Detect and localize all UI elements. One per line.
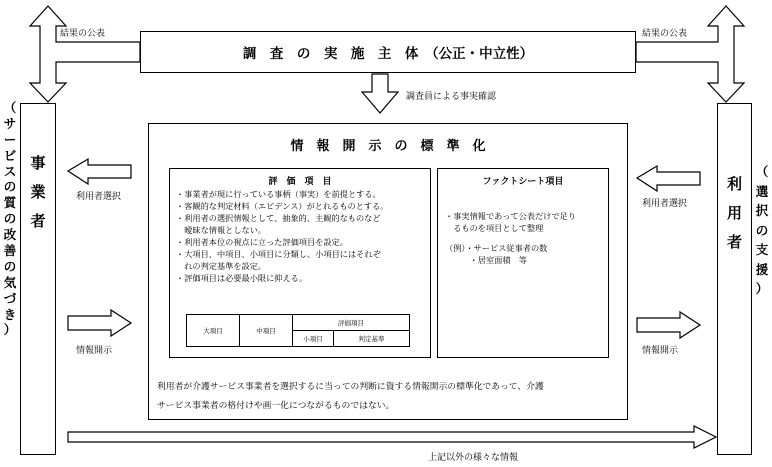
evaluation-items-title: 評 価 項 目: [268, 177, 332, 187]
fact-sheet-item: るものを項目として整理: [445, 223, 544, 233]
fact-sheet-list: [445, 210, 576, 266]
right-caption-char: 支: [755, 242, 769, 257]
left-caption-char: 質: [3, 195, 17, 211]
right-caption-char: 選: [755, 183, 769, 199]
user-box: [717, 103, 752, 455]
left-caption-char: き: [3, 306, 17, 322]
evaluation-item: ・利用者本位の視点に立った評価項目を設定。: [176, 237, 348, 247]
left-caption-char: の: [3, 179, 17, 195]
result-publish-right-label: 結果の公表: [642, 29, 688, 39]
evaluation-item: れの判定基準を設定。: [176, 261, 267, 271]
left-caption-char: ス: [3, 163, 17, 179]
other-info-arrow: [68, 426, 716, 448]
right-info-arrow: [637, 312, 700, 338]
evaluation-items-table: [186, 314, 410, 347]
survey-body-box: [140, 31, 636, 73]
evaluation-item: ・事業者が現に行っている事柄（事実）を前提とする。: [176, 189, 381, 199]
right-select-label: 利用者選択: [642, 199, 688, 209]
fact-sheet-item: （例）・サービス従事者の数: [445, 243, 548, 253]
evaluation-items-box: [169, 168, 431, 358]
note-line: 利用者が介護サービス事業者を選択するに当っての判断に資する情報開示の標準化であって、介護: [157, 382, 544, 392]
right-result-arrow: [636, 6, 744, 102]
left-info-arrow: [68, 310, 131, 336]
standardization-note: [157, 378, 544, 416]
evaluation-item: 曖昧な情報としない。: [176, 225, 267, 235]
right-caption-char: 択: [755, 203, 769, 218]
note-line: サービス事業者の格付けや画一化につながるものではない。: [157, 401, 395, 411]
left-caption-char: サ: [3, 115, 17, 131]
evaluation-item: ・大項目、中項目、小項目に分類し、小項目にはそれぞ: [176, 249, 381, 259]
fact-check-label: 調査員による事実確認: [406, 92, 497, 102]
provider-char: 事: [30, 154, 46, 172]
left-caption-char: ビ: [3, 147, 17, 163]
left-caption-char: の: [3, 211, 17, 227]
left-info-label: 情報開示: [76, 346, 113, 356]
left-caption-char: の: [3, 258, 17, 274]
standardization-box: [148, 123, 628, 420]
survey-body-title: 調 査 の 実 施 主 体 （公正・中立性）: [242, 46, 534, 62]
table-header-small: 小項目: [293, 331, 334, 347]
right-caption-char: （: [755, 164, 769, 179]
fact-sheet-item: [445, 234, 576, 242]
provider-char: 者: [30, 212, 46, 230]
left-caption-char: ー: [3, 131, 17, 147]
left-select-arrow: [68, 159, 131, 184]
left-caption-char: 気: [3, 274, 17, 290]
table-header-eval: 評価項目: [293, 315, 410, 331]
right-select-arrow: [637, 166, 700, 191]
fact-sheet-title: ファクトシート項目: [482, 177, 564, 187]
provider-char: 業: [30, 183, 46, 201]
table-header-large: 大項目: [187, 315, 240, 347]
left-caption-char: 善: [3, 243, 17, 259]
left-caption-char: づ: [3, 290, 17, 306]
fact-sheet-box: [437, 168, 609, 358]
left-caption-char: ）: [3, 322, 17, 338]
user-char: 用: [726, 204, 742, 222]
left-result-arrow: [30, 6, 140, 102]
right-caption-char: ）: [755, 281, 769, 296]
fact-sheet-item: ・居室面積 等: [445, 255, 527, 265]
left-select-label: 利用者選択: [76, 192, 122, 202]
left-caption-char: 改: [3, 227, 17, 243]
result-publish-left-label: 結果の公表: [60, 29, 106, 39]
left-caption-char: （: [3, 100, 17, 115]
table-header-medium: 中項目: [240, 315, 293, 347]
right-caption-char: の: [755, 222, 769, 238]
user-char: 者: [726, 233, 742, 251]
user-char: 利: [726, 175, 742, 193]
right-side-caption: [754, 166, 770, 296]
table-header-criteria: 判定基準: [334, 331, 410, 347]
provider-box: [20, 103, 56, 455]
fact-sheet-item: ・事実情報であって公表だけで足り: [445, 211, 576, 221]
other-info-label: 上記以外の様々な情報: [428, 453, 519, 463]
standardization-title: 情 報 開 示 の 標 準 化: [290, 139, 486, 154]
fact-check-arrow: [362, 74, 398, 113]
evaluation-item: ・客観的な判定材料（エビデンス）がとれるものとする。: [176, 201, 389, 211]
evaluation-item: ・利用者の選択情報として、抽象的、主観的なものなど: [176, 213, 381, 223]
evaluation-items-list: [176, 188, 388, 284]
evaluation-item: ・評価項目は必要最小限に抑える。: [176, 273, 308, 283]
left-side-caption: [2, 102, 18, 337]
right-caption-char: 援: [755, 261, 769, 277]
right-info-label: 情報開示: [642, 346, 679, 356]
